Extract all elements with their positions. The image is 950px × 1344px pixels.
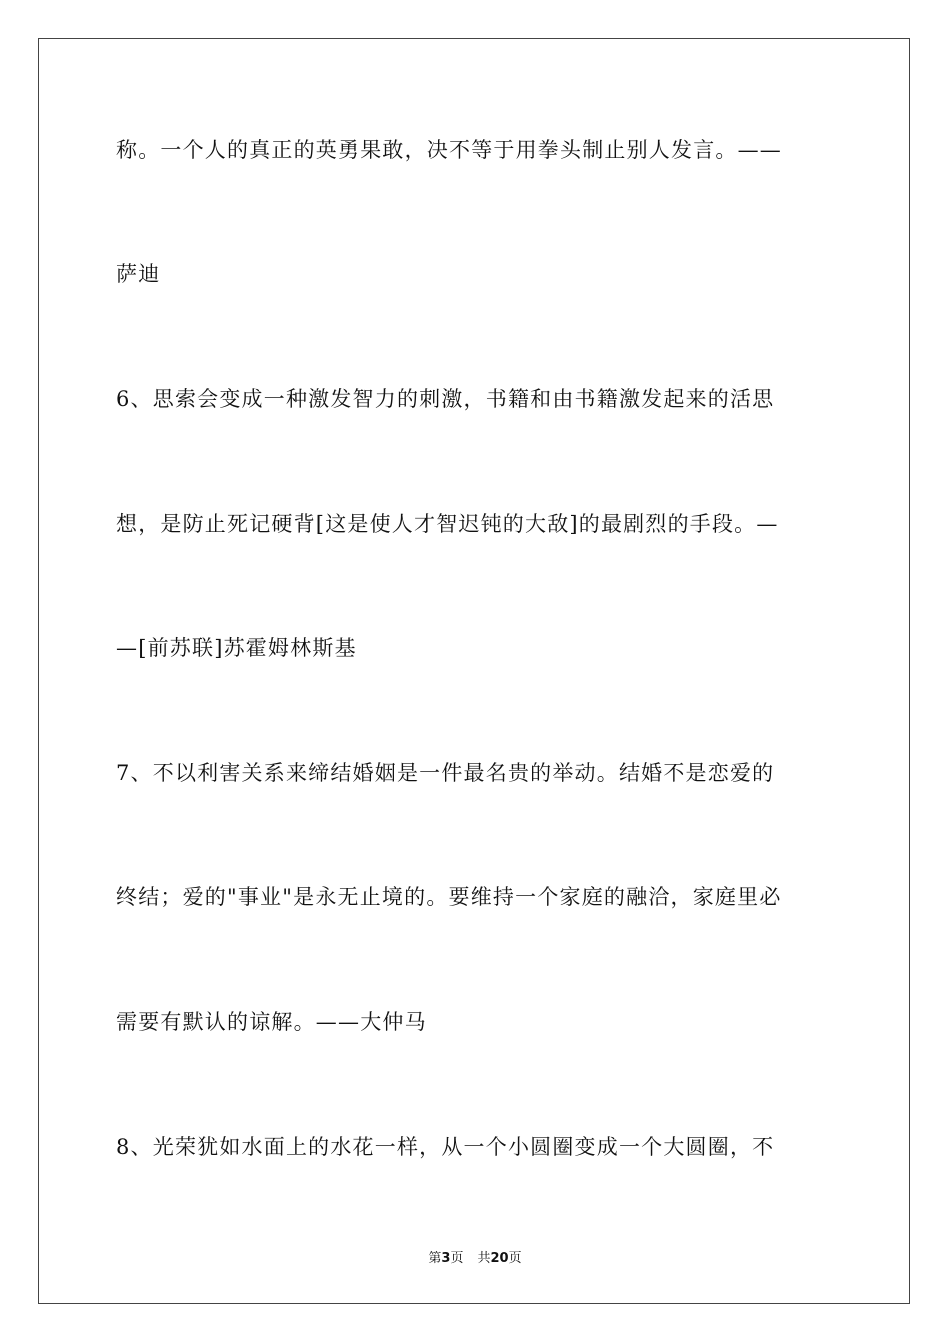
page-suffix: 页 bbox=[450, 1251, 464, 1266]
page-prefix: 第 bbox=[428, 1251, 442, 1266]
total-suffix: 页 bbox=[508, 1251, 522, 1266]
text-line-3: 6、思索会变成一种激发智力的刺激，书籍和由书籍激发起来的活思 bbox=[116, 387, 775, 411]
text-line-4: 想，是防止死记硬背[这是使人才智迟钝的大敌]的最剧烈的手段。— bbox=[116, 512, 779, 536]
total-prefix: 共 bbox=[477, 1251, 491, 1266]
page-number: 3 bbox=[441, 1251, 451, 1266]
text-line-9: 8、光荣犹如水面上的水花一样，从一个小圆圈变成一个大圆圈，不 bbox=[116, 1135, 775, 1159]
text-line-2: 萨迪 bbox=[116, 262, 161, 286]
text-line-8: 需要有默认的谅解。——大仲马 bbox=[116, 1010, 427, 1034]
text-line-6: 7、不以利害关系来缔结婚姻是一件最名贵的举动。结婚不是恋爱的 bbox=[116, 761, 775, 785]
page-border bbox=[38, 38, 910, 1304]
page-footer bbox=[0, 1247, 950, 1266]
text-line-1: 称。一个人的真正的英勇果敢，决不等于用拳头制止别人发言。—— bbox=[116, 138, 782, 162]
text-line-7: 终结；爱的"事业"是永无止境的。要维持一个家庭的融洽，家庭里必 bbox=[116, 885, 782, 909]
total-pages: 20 bbox=[490, 1251, 509, 1266]
text-line-5: —[前苏联]苏霍姆林斯基 bbox=[116, 636, 357, 660]
